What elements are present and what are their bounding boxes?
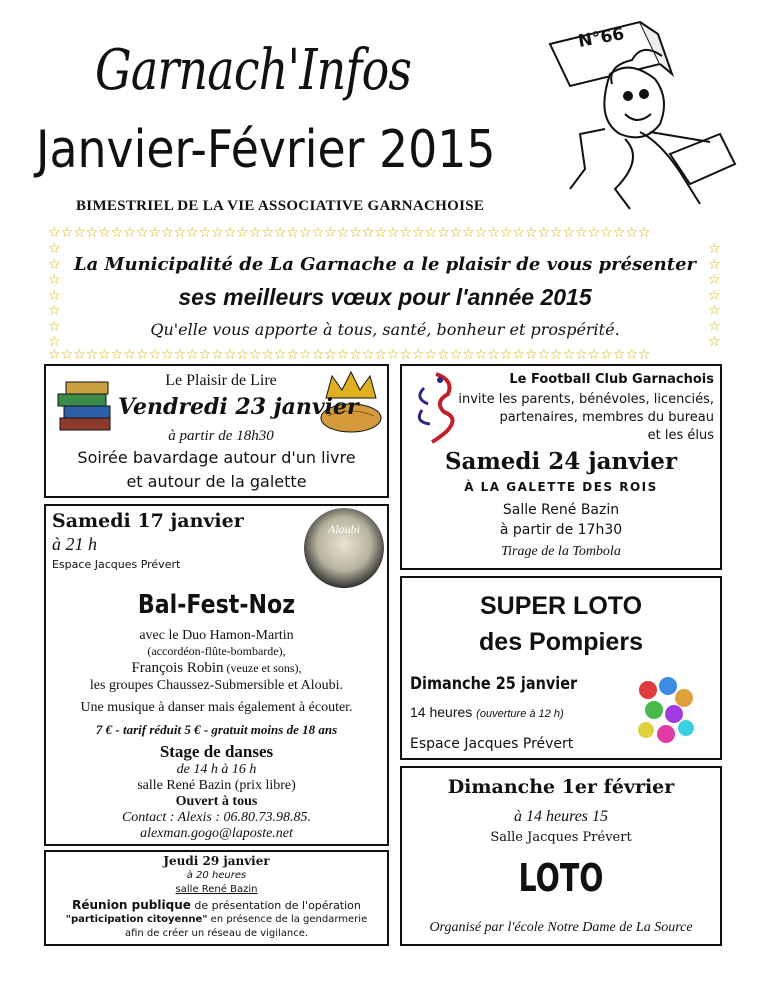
reunion-desc-1 — [46, 898, 387, 912]
books-icon — [56, 378, 116, 434]
reunion-title: Réunion publique — [72, 898, 191, 912]
stars-bottom-border: ☆☆☆☆☆☆☆☆☆☆☆☆☆☆☆☆☆☆☆☆☆☆☆☆☆☆☆☆☆☆☆☆☆☆☆☆☆☆☆☆☆☆☆☆☆☆☆☆ — [48, 348, 651, 362]
masthead-period: Janvier-Février 2015 — [36, 120, 496, 180]
football-invite-3: et les élus — [647, 428, 714, 443]
stage-time: de 14 h à 16 h — [176, 762, 257, 777]
festnoz-with: avec le Duo Hamon-Martin — [139, 628, 294, 643]
football-event: À LA GALETTE DES ROIS — [464, 480, 658, 494]
loto-pompiers-time-main: 14 heures — [410, 704, 473, 720]
football-note: Tirage de la Tombola — [501, 544, 621, 559]
loto-ecole-title: LOTO — [518, 856, 604, 900]
festnoz-robin — [46, 660, 387, 677]
festnoz-groups: les groupes Chaussez-Submersible et Aloubi. — [89, 678, 344, 693]
reunion-desc2: en présence de la gendarmerie — [207, 914, 368, 925]
loto-ecole-organizer: Organisé par l'école Notre Dame de La Source — [429, 920, 693, 935]
festnoz-title: Bal-Fest-Noz — [137, 590, 296, 620]
festnoz-robin-name: François Robin — [131, 660, 224, 676]
aloubi-logo-text: Aloubi — [328, 522, 360, 536]
festnoz-date: Samedi 17 janvier — [52, 510, 244, 532]
reunion-desc1: de présentation de l'opération — [190, 899, 361, 912]
plaisir-line-1: Soirée bavardage autour d'un livre — [77, 448, 356, 467]
lotto-balls-icon — [634, 674, 696, 748]
festnoz-prices: 7 € - tarif réduit 5 € - gratuit moins de 18 ans — [95, 722, 338, 737]
loto-ecole-time: à 14 heures 15 — [513, 808, 609, 825]
greeting-line-1: La Municipalité de La Garnache a le plaisir de vous présenter — [73, 254, 697, 275]
stage-title: Stage de danses — [159, 742, 274, 761]
reunion-quote: "participation citoyenne" — [65, 914, 208, 925]
reunion-time: à 20 heures — [186, 870, 247, 881]
football-place: Salle René Bazin — [502, 502, 620, 518]
stars-top-border: ☆☆☆☆☆☆☆☆☆☆☆☆☆☆☆☆☆☆☆☆☆☆☆☆☆☆☆☆☆☆☆☆☆☆☆☆☆☆☆☆☆☆☆☆☆☆☆☆ — [48, 226, 651, 240]
festnoz-contact: Contact : Alexis : 06.80.73.98.85. — [121, 810, 312, 825]
plaisir-de-lire-box — [44, 364, 389, 498]
loto-ecole-date: Dimanche 1er février — [447, 776, 675, 798]
plaisir-org: Le Plaisir de Lire — [165, 372, 277, 389]
loto-pompiers-date: Dimanche 25 janvier — [410, 674, 578, 694]
aloubi-logo — [304, 508, 384, 588]
football-invite-2: partenaires, membres du bureau — [499, 410, 714, 425]
football-club-box — [400, 364, 722, 570]
reunion-desc-2 — [46, 914, 387, 925]
loto-ecole-box — [400, 766, 722, 946]
football-invite-1: invite les parents, bénévoles, licenciés, — [458, 392, 714, 407]
festnoz-email[interactable]: alexman.gogo@laposte.net — [140, 826, 293, 841]
festnoz-music: Une musique à danser mais également à écouter. — [80, 700, 353, 715]
plaisir-line-2: et autour de la galette — [126, 472, 307, 491]
plaisir-date: Vendredi 23 janvier — [118, 394, 359, 420]
fest-noz-box — [44, 504, 389, 846]
loto-ecole-place: Salle Jacques Prévert — [490, 830, 632, 845]
stars-right-border: ☆ ☆ ☆ ☆ ☆ ☆ ☆ — [708, 241, 721, 350]
reunion-date: Jeudi 29 janvier — [163, 854, 270, 868]
reunion-desc-3: afin de créer un réseau de vigilance. — [124, 928, 309, 939]
loto-pompiers-title-1: SUPER LOTO — [479, 592, 643, 620]
festnoz-robin-detail: (veuze et sons), — [223, 661, 302, 675]
festnoz-time: à 21 h — [52, 534, 97, 554]
stage-place: salle René Bazin (prix libre) — [137, 778, 296, 793]
stars-left-border: ☆ ☆ ☆ ☆ ☆ ☆ ☆ — [48, 241, 61, 350]
loto-pompiers-title-2: des Pompiers — [479, 628, 643, 656]
issue-badge: N°66 — [576, 24, 626, 52]
festnoz-place: Espace Jacques Prévert — [52, 558, 181, 571]
loto-pompiers-place: Espace Jacques Prévert — [410, 736, 574, 752]
dragon-icon — [410, 370, 462, 444]
greeting-line-2: ses meilleurs vœux pour l'année 2015 — [178, 284, 592, 310]
football-org: Le Football Club Garnachois — [509, 372, 714, 387]
masthead-subtitle: BIMESTRIEL DE LA VIE ASSOCIATIVE GARNACHOISE — [76, 198, 485, 214]
super-loto-box — [400, 576, 722, 760]
reunion-publique-box — [44, 850, 389, 946]
plaisir-time: à partir de 18h30 — [168, 428, 274, 444]
newspaper-boy-illustration — [540, 14, 740, 214]
masthead-title: Garnach'Infos — [95, 38, 412, 103]
football-date: Samedi 24 janvier — [444, 448, 678, 475]
reunion-place: salle René Bazin — [175, 884, 258, 895]
loto-pompiers-time — [410, 704, 564, 720]
greeting-line-3: Qu'elle vous apporte à tous, santé, bonheur et prospérité. — [150, 320, 620, 339]
football-time: à partir de 17h30 — [499, 522, 623, 538]
loto-pompiers-time-note: (ouverture à 12 h) — [476, 708, 564, 720]
festnoz-instruments: (accordéon-flûte-bombarde), — [147, 644, 286, 658]
stage-open: Ouvert à tous — [175, 794, 258, 809]
